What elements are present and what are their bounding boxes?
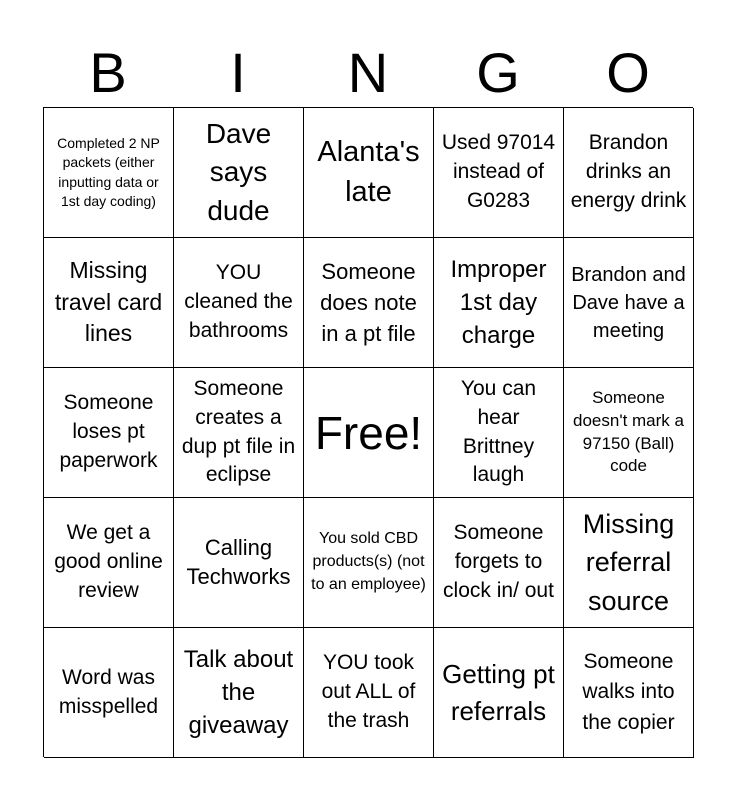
bingo-cell-text: YOU took out ALL of the trash bbox=[321, 651, 416, 732]
bingo-cell[interactable] bbox=[564, 628, 694, 758]
bingo-cell[interactable] bbox=[304, 238, 434, 368]
bingo-cell-text: Someone doesn't mark a 97150 (Ball) code bbox=[573, 387, 684, 476]
bingo-cell-text: Used 97014 instead of G0283 bbox=[441, 131, 556, 212]
bingo-cell-text: You sold CBD products(s) (not to an employee) bbox=[311, 530, 426, 593]
bingo-cell[interactable] bbox=[564, 108, 694, 238]
bingo-cell-text: Alanta's late bbox=[317, 136, 420, 208]
bingo-cell-text: Completed 2 NP packets (either inputting data or 1st day coding) bbox=[57, 134, 160, 209]
bingo-cell[interactable] bbox=[434, 498, 564, 628]
bingo-cell-text: Someone forgets to clock in/ out bbox=[443, 521, 554, 602]
bingo-cell-text: Dave says dude bbox=[205, 118, 272, 226]
bingo-cell[interactable] bbox=[44, 498, 174, 628]
bingo-cell[interactable] bbox=[44, 238, 174, 368]
bingo-cell-text: Someone walks into the copier bbox=[582, 649, 675, 734]
header-letter-o: O bbox=[606, 41, 650, 104]
bingo-cell-text: Someone creates a dup pt file in eclipse bbox=[181, 376, 296, 487]
bingo-cell[interactable] bbox=[44, 628, 174, 758]
bingo-cell[interactable] bbox=[174, 238, 304, 368]
bingo-cell[interactable] bbox=[434, 238, 564, 368]
bingo-cell-text: Calling Techworks bbox=[186, 534, 291, 589]
bingo-cell-text: You can hear Brittney laugh bbox=[460, 376, 537, 487]
bingo-cell[interactable] bbox=[564, 498, 694, 628]
bingo-cell-text: Talk about the giveaway bbox=[183, 645, 294, 740]
bingo-cell[interactable] bbox=[174, 628, 304, 758]
bingo-cell-text: Getting pt referrals bbox=[442, 659, 555, 726]
bingo-card bbox=[43, 107, 693, 757]
bingo-cell[interactable] bbox=[304, 628, 434, 758]
free-space-label: Free! bbox=[314, 406, 423, 459]
bingo-cell[interactable] bbox=[174, 498, 304, 628]
bingo-cell-text: YOU cleaned the bathrooms bbox=[184, 261, 293, 342]
header-letter-n: N bbox=[347, 41, 389, 104]
bingo-cell-text: Someone does note in a pt file bbox=[320, 258, 417, 347]
bingo-cell[interactable] bbox=[434, 368, 564, 498]
bingo-cell-text: Brandon and Dave have a meeting bbox=[571, 263, 686, 342]
header-letter-g: G bbox=[476, 41, 520, 104]
bingo-cell[interactable] bbox=[434, 108, 564, 238]
bingo-cell-free[interactable] bbox=[304, 368, 434, 498]
bingo-cell[interactable] bbox=[564, 368, 694, 498]
header-letter-i: I bbox=[230, 41, 246, 104]
bingo-cell-text: Someone loses pt paperwork bbox=[59, 391, 158, 472]
bingo-cell[interactable] bbox=[174, 108, 304, 238]
bingo-cell[interactable] bbox=[304, 498, 434, 628]
bingo-cell[interactable] bbox=[44, 108, 174, 238]
bingo-cell[interactable] bbox=[434, 628, 564, 758]
bingo-cell[interactable] bbox=[304, 108, 434, 238]
header-letter-b: B bbox=[89, 41, 127, 104]
bingo-cell-text: Missing referral source bbox=[582, 509, 675, 616]
bingo-cell-text: Brandon drinks an energy drink bbox=[570, 131, 687, 212]
bingo-cell[interactable] bbox=[564, 238, 694, 368]
bingo-cell[interactable] bbox=[44, 368, 174, 498]
bingo-cell-text: Improper 1st day charge bbox=[450, 255, 547, 350]
bingo-cell-text: Missing travel card lines bbox=[54, 256, 163, 347]
bingo-cell-text: We get a good online review bbox=[54, 521, 163, 602]
bingo-cell[interactable] bbox=[174, 368, 304, 498]
bingo-header bbox=[43, 40, 693, 106]
bingo-cell-text: Word was misspelled bbox=[58, 665, 159, 718]
